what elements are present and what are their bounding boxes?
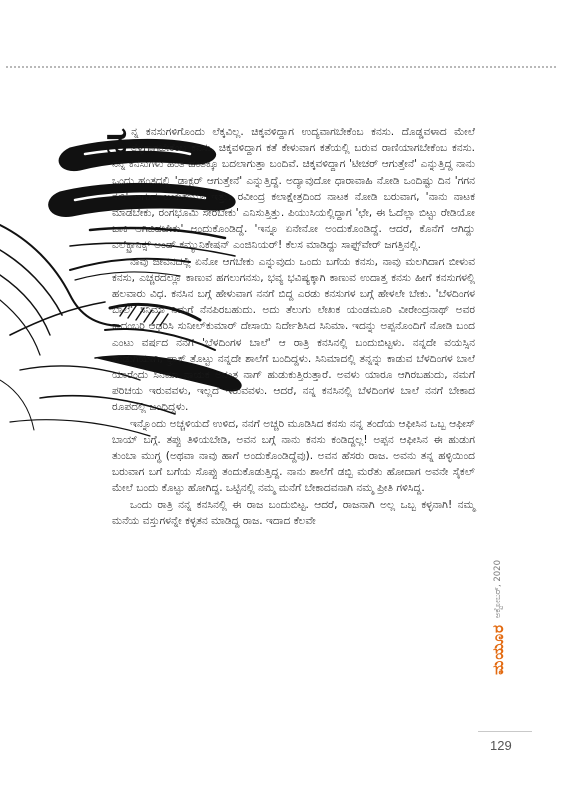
article-paragraph-1 xyxy=(106,118,475,254)
article-paragraph-3: ಇನ್ನೊಂದು ಅಚ್ಚಳಿಯದೆ ಉಳಿದ, ನನಗೆ ಅಚ್ಚರಿ ಮೂಡಿಸಿದ ಕನಸು ನನ್ನ ತಂದೆಯ ಆಫೀಸಿನ ಒಬ್ಬ ಆಫೀಸ್ ಬಾಯ್ ಬಗ್ಗೆ. ತಪ್ಪು ತಿಳಿಯಬೇಡಿ, ಅವನ ಬಗ್ಗೆ ನಾನು ಕನಸು ಕಂಡಿದ್ದಲ್ಲ! ಅಪ್ಪನ ಆಫೀಸಿನ ಈ ಹುಡುಗ ತುಂಬಾ ಮುಗ್ಧ (ಅಥವಾ ನಾವು ಹಾಗೆ ಅಂದುಕೊಂಡಿದ್ದೆವು). ಅವನ ಹೆಸರು ರಾಜ. ಅವನು ತನ್ನ ಹಳ್ಳಿಯಿಂದ ಬರುವಾಗ ಬಗೆ ಬಗೆಯ ಸೊಪ್ಪು ತಂದುಕೊಡುತ್ತಿದ್ದ. ನಾನು ಶಾಲೆಗೆ ಡಬ್ಬಿ ಮರೆತು ಹೋದಾಗ ಅವನೇ ಸೈಕಲ್ ಮೇಲೆ ಬಂದು ಕೊಟ್ಟು ಹೋಗಿದ್ದ. ಒಟ್ಟಿನಲ್ಲಿ ನಮ್ಮ ಮನೆಗೆ ಬೇಕಾದವನಾಗಿ ನಮ್ಮ ಪ್ರೀತಿ ಗಳಿಸಿದ್ದ. xyxy=(112,417,475,495)
article-paragraph-2: ನಾವು ಜೀವನದಲ್ಲಿ ಏನೋ ಆಗಬೇಕು ಎನ್ನುವುದು ಒಂದು ಬಗೆಯ ಕನಸು, ನಾವು ಮಲಗಿದಾಗ ಬೀಳುವ ಕನಸು, ಎಚ್ಚರದಲ್ಲೂ ಕಾಣುವ ಹಗಲುಗನಸು, ಭವ್ಯ ಭವಿಷ್ಯಕ್ಕಾಗಿ ಕಾಣುವ ಉದಾತ್ತ ಕನಸು ಹೀಗೆ ಕನಸುಗಳಲ್ಲಿ ಹಲವಾರು ವಿಧ. ಕನಸಿನ ಬಗ್ಗೆ ಹೇಳುವಾಗ ನನಗೆ ಬಿದ್ದ ಎರಡು ಕನಸುಗಳ ಬಗ್ಗೆ ಹೇಳಲೇ ಬೇಕು. 'ಬೆಳದಿಂಗಳ ಬಾಲೆ' ಸಿನಿಮಾ ನಿಮಗೆ ನೆನಪಿರಬಹುದು. ಅದು ತೆಲುಗು ಲೇಖಕ ಯಂಡಮೂರಿ ವೀರೇಂದ್ರನಾಥ್ ಅವರ ಕಾದಂಬರಿ ಆಧರಿಸಿ ಸುನೀಲ್‌ಕುಮಾರ್ ದೇಸಾಯಿ ನಿರ್ದೇಶಿಸಿದ ಸಿನಿಮಾ. ಇದನ್ನು ಅಪ್ಪನೊಂದಿಗೆ ನೋಡಿ ಬಂದ ಎಂಟು ವರ್ಷದ ನನಗೆ 'ಬೆಳದಿಂಗಳ ಬಾಲೆ' ಆ ರಾತ್ರಿ ಕನಸಿನಲ್ಲಿ ಬಂದುಬಿಟ್ಟಳು. ನನ್ನದೇ ವಯಸ್ಸಿನ ಹುಡುಗಿಯಾಗಿ, ಫ್ರಾಕ್ ತೊಟ್ಟು ನನ್ನದೇ ಶಾಲೆಗೆ ಬಂದಿದ್ದಳು. ಸಿನಿಮಾದಲ್ಲಿ ತನ್ನನ್ನು ಕಾಡುವ ಬೆಳದಿಂಗಳ ಬಾಲೆ ಯಾರೆಂದು ಸಿನಿಮಾ ನಾಯಕ ಅನಂತ ನಾಗ್ ಹುಡುಕುತ್ತಿರುತ್ತಾರೆ. ಅವಳು ಯಾರೂ ಆಗಿರಬಹುದು, ನಮಗೆ ಪರಿಚಯ ಇರುವವಳು, ಇಲ್ಲದೆ ಇರುವವಳು. ಆದರೆ, ನನ್ನ ಕನಸಿನಲ್ಲಿ ಬೆಳದಿಂಗಳ ಬಾಲೆ ನನಗೆ ಬೇಕಾದ ರೂಪದಲ್ಲಿ ಬಂದಿದ್ದಳು. xyxy=(112,255,475,414)
article-paragraph-4: ಒಂದು ರಾತ್ರಿ ನನ್ನ ಕನಸಿನಲ್ಲಿ ಈ ರಾಜ ಬಂದುಬಿಟ್ಟ. ಆದರೆ, ರಾಜನಾಗಿ ಅಲ್ಲ ಒಬ್ಬ ಕಳ್ಳನಾಗಿ! ನಮ್ಮ ಮನೆಯ ವಸ್ತುಗಳನ್ನೇ ಕಳ್ಳತನ ಮಾಡಿದ್ದ ರಾಜ. ಇದಾದ ಕೆಲವೇ xyxy=(112,498,475,527)
article-body xyxy=(106,118,475,529)
side-band xyxy=(489,560,507,710)
issue-date: ಅಕ್ಟೋಬರ್, 2020 xyxy=(493,560,503,619)
magazine-logo: ಮಯೂರ xyxy=(489,624,507,676)
top-dotted-rule xyxy=(6,66,556,68)
drop-cap: ನ xyxy=(106,118,128,163)
page-number: 129 xyxy=(490,738,512,753)
paragraph-1-text: ನ್ನ ಕನಸುಗಳಿಗೊಂದು ಲೆಕ್ಕವಿಲ್ಲ. ಚಿಕ್ಕವಳಿದ್ದಾಗ ಉದ್ಯವಾಗಬೇಕೆಂಬ ಕನಸು. ದೊಡ್ಡವಳಾದ ಮೇಲೆ ತೆಳ್ಳಗಾಗಬೇಕೆಂಬ ಕನಸು. ಚಿಕ್ಕವಳಿದ್ದಾಗ ಕತೆ ಕೇಳುವಾಗ ಕತೆಯಲ್ಲಿ ಬರುವ ರಾಣಿಯಾಗಬೇಕೆಂಬ ಕನಸು. ನನ್ನ ಕನಸುಗಳು ಹಂತ ಹಂತಕ್ಕೂ ಬದಲಾಗುತ್ತಾ ಬಂದಿವೆ. ಚಿಕ್ಕವಳಿದ್ದಾಗ 'ಟೀಚರ್ ಆಗುತ್ತೇನೆ' ಎನ್ನುತ್ತಿದ್ದ ನಾನು ಒಂದು ಹಂತದಲ್ಲಿ 'ಡಾಕ್ಟರ್ ಆಗುತ್ತೇನೆ' ಎನ್ನುತ್ತಿದ್ದೆ. ಅದ್ಯಾವುದೋ ಧಾರಾವಾಹಿ ನೋಡಿ ಒಂದಿಷ್ಟು ದಿನ 'ಗಗನ ಸಖಿ' ಆಗುವ ಬಯಕೆಯೂ ಇತ್ತು. ರವೀಂದ್ರ ಕಲಾಕ್ಷೇತ್ರದಿಂದ ನಾಟಕ ನೋಡಿ ಬರುವಾಗ, 'ನಾನು ನಾಟಕ ಮಾಡಬೇಕು, ರಂಗಭೂಮಿ ಸೇರಬೇಕು' ಎನಿಸುತ್ತಿತ್ತು. ಪಿಯುಸಿಯಲ್ಲಿದ್ದಾಗ 'ಛೇ, ಈ ಓದೆಲ್ಲಾ ಬಿಟ್ಟು ರೇಡಿಯೋ ಜಾಕಿ ಆಗಿಬಿಡಬೇಕು' ಅಂದುಕೊಂಡಿದ್ದೆ. 'ಇನ್ನೂ ಏನೇನೋ ಅಂದುಕೊಂಡಿದ್ದೆ. ಆದರೆ, ಕೊನೆಗೆ ಆಗಿದ್ದು ಎಲೆಕ್ಟ್ರಾನಿಕ್ಸ್ ಅಂಡ್ ಕಮ್ಯುನಿಕೇಷನ್ ಎಂಜಿನಿಯರ್! ಕೆಲಸ ಮಾಡಿದ್ದು ಸಾಫ್ಟ್‌ವೇರ್ ಜಗತ್ತಿನಲ್ಲಿ. xyxy=(112,126,475,252)
page-number-rule xyxy=(478,731,532,732)
